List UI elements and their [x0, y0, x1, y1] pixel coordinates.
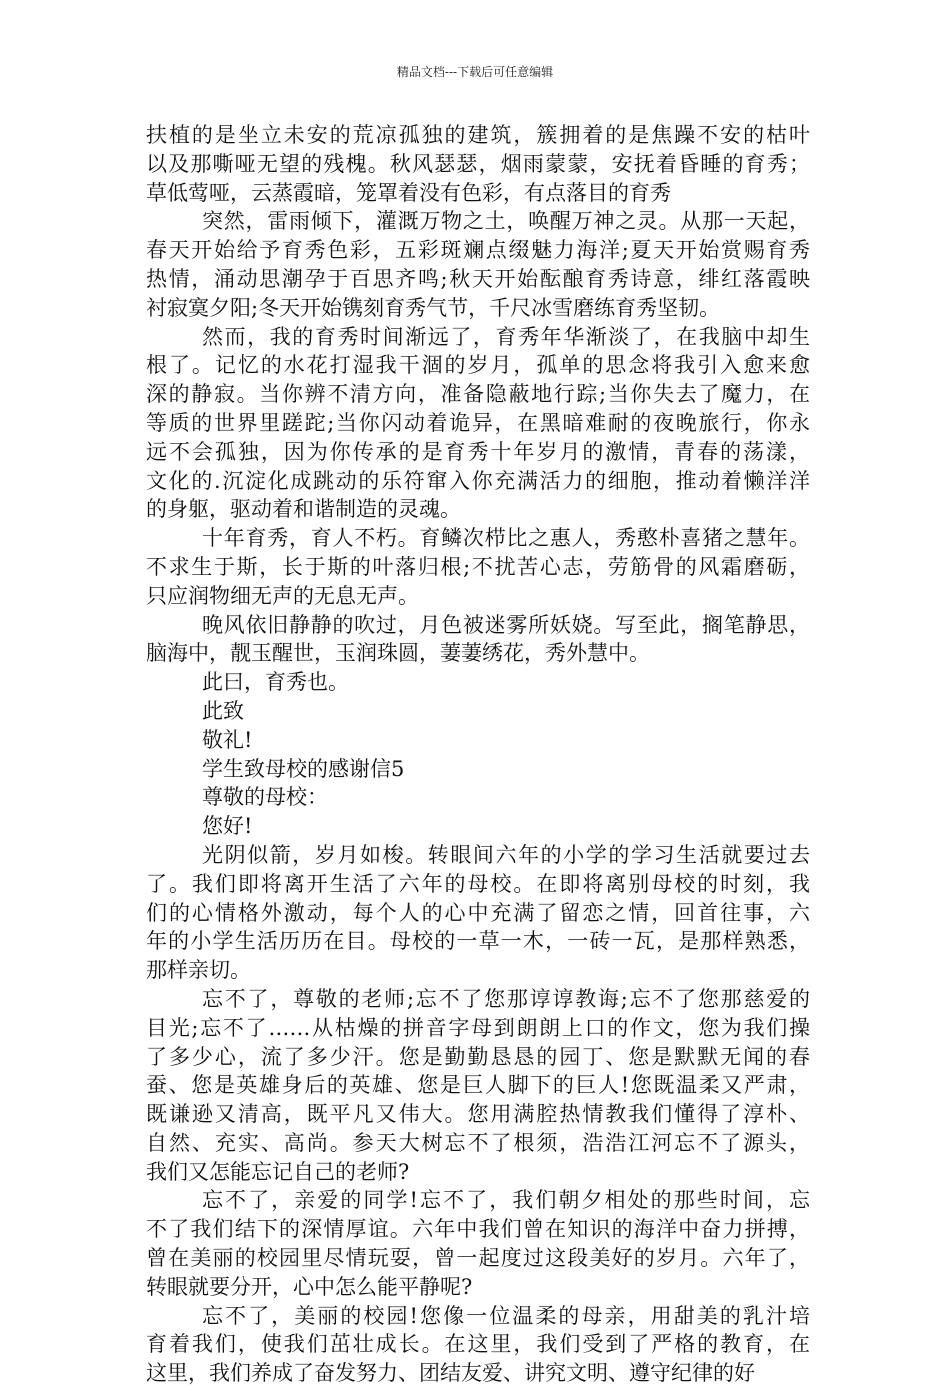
document-body [146, 121, 810, 1388]
text-line: 以及那嘶哑无望的残槐。秋风瑟瑟，烟雨蒙蒙，安抚着昏睡的育秀； [146, 151, 810, 176]
text-line: 的身躯，驱动着和谐制造的灵魂。 [146, 497, 461, 522]
text-line: 忘不了，亲爱的同学!忘不了，我们朝夕相处的那些时间，忘 [202, 1188, 810, 1213]
paragraph [146, 611, 810, 669]
text-line: 深的静寂。当你辨不清方向，准备隐蔽地行踪;当你失去了魔力，在 [146, 382, 810, 407]
paragraph [146, 812, 810, 841]
paragraph [146, 1302, 810, 1388]
text-line: 忘不了，美丽的校园!您像一位温柔的母亲，用甜美的乳汁培 [202, 1303, 810, 1328]
text-line: 此致 [202, 698, 244, 723]
text-line: 自然、充实、高尚。参天大树忘不了根须，浩浩江河忘不了源头， [146, 1130, 810, 1155]
text-line: 春天开始给予育秀色彩，五彩斑斓点缀魅力海洋;夏天开始赏赐育秀 [146, 238, 810, 263]
text-line: 您好! [202, 814, 253, 839]
text-line: 光阴似箭，岁月如梭。转眼间六年的小学的学习生活就要过去 [202, 842, 810, 867]
paragraph [146, 668, 810, 697]
text-line: 忘不了，尊敬的老师;忘不了您那谆谆教诲;忘不了您那慈爱的 [202, 986, 810, 1011]
text-line: 尊敬的母校： [202, 785, 328, 810]
paragraph [146, 323, 810, 525]
text-line: 扶植的是坐立未安的荒凉孤独的建筑，簇拥着的是焦躁不安的枯叶 [146, 123, 810, 147]
text-line: 学生致母校的感谢信5 [202, 756, 405, 781]
text-line: 草低莺哑，云蒸霞暗，笼罩着没有色彩，有点落目的育秀 [146, 180, 671, 205]
text-line: 远不会孤独，因为你传承的是育秀十年岁月的激情，青春的荡漾， [146, 439, 810, 464]
paragraph [146, 1186, 810, 1301]
text-line: 此曰，育秀也。 [202, 670, 349, 695]
text-line: 只应润物细无声的无息无声。 [146, 583, 419, 608]
paragraph [146, 783, 810, 812]
paragraph [146, 726, 810, 755]
text-line: 了。我们即将离开生活了六年的母校。在即将离别母校的时刻，我 [146, 871, 810, 896]
text-line: 不求生于斯，长于斯的叶落归根;不扰苦心志，劳筋骨的风霜磨砺， [146, 554, 810, 579]
text-line: 然而，我的育秀时间渐远了，育秀年华渐淡了，在我脑中却生 [202, 324, 810, 349]
text-line: 蚕、您是英雄身后的英雄、您是巨人脚下的巨人!您既温柔又严肃， [146, 1073, 810, 1098]
paragraph [146, 207, 810, 322]
text-line: 文化的.沉淀化成跳动的乐符窜入你充满活力的细胞，推动着懒洋洋 [146, 468, 810, 493]
text-line: 了多少心，流了多少汗。您是勤勤恳恳的园丁、您是默默无闻的春 [146, 1044, 810, 1069]
text-line: 目光;忘不了……从枯燥的拼音字母到朗朗上口的作文，您为我们操 [146, 1015, 810, 1040]
paragraph [146, 985, 810, 1187]
paragraph [146, 841, 810, 985]
text-line: 们的心情格外激动，每个人的心中充满了留恋之情，回首往事，六 [146, 900, 810, 925]
text-line: 年的小学生活历历在目。母校的一草一木，一砖一瓦，是那样熟悉， [146, 929, 810, 954]
text-line: 敬礼! [202, 727, 253, 752]
text-line: 热情，涌动思潮孕于百思齐鸣;秋天开始酝酿育秀诗意，绯红落霞映 [146, 266, 810, 291]
paragraph [146, 697, 810, 726]
paragraph [146, 121, 810, 207]
text-line: 转眼就要分开，心中怎么能平静呢? [146, 1274, 473, 1299]
text-line: 衬寂寞夕阳;冬天开始镌刻育秀气节，千尺冰雪磨练育秀坚韧。 [146, 295, 721, 320]
paragraph [146, 755, 810, 784]
text-line: 这里，我们养成了奋发努力、团结友爱、讲究文明、遵守纪律的好 [146, 1361, 755, 1386]
page-header: 精品文档---下载后可任意编辑 [396, 65, 554, 79]
text-line: 等质的世界里蹉跎;当你闪动着诡异，在黑暗难耐的夜晚旅行，你永 [146, 410, 810, 435]
paragraph [146, 524, 810, 610]
text-line: 那样亲切。 [146, 958, 251, 983]
text-line: 脑海中，靓玉醒世，玉润珠圆，萋萋绣花，秀外慧中。 [146, 641, 650, 666]
text-line: 育着我们，使我们茁壮成长。在这里，我们受到了严格的教育，在 [146, 1332, 810, 1357]
text-line: 不了我们结下的深情厚谊。六年中我们曾在知识的海洋中奋力拼搏， [146, 1217, 810, 1242]
text-line: 突然，雷雨倾下，灌溉万物之土，唤醒万神之灵。从那一天起， [202, 209, 810, 234]
text-line: 晚风依旧静静的吹过，月色被迷雾所妖娆。写至此，搁笔静思， [202, 612, 810, 637]
text-line: 既谦逊又清高，既平凡又伟大。您用满腔热情教我们懂得了淳朴、 [146, 1102, 810, 1127]
text-line: 十年育秀，育人不朽。育鳞次栉比之惠人，秀憨朴喜猪之慧年。 [202, 526, 810, 551]
text-line: 根了。记忆的水花打湿我干涸的岁月，孤单的思念将我引入愈来愈 [146, 353, 810, 378]
text-line: 我们又怎能忘记自己的老师? [146, 1159, 410, 1184]
text-line: 曾在美丽的校园里尽情玩耍，曾一起度过这段美好的岁月。六年了， [146, 1246, 810, 1271]
